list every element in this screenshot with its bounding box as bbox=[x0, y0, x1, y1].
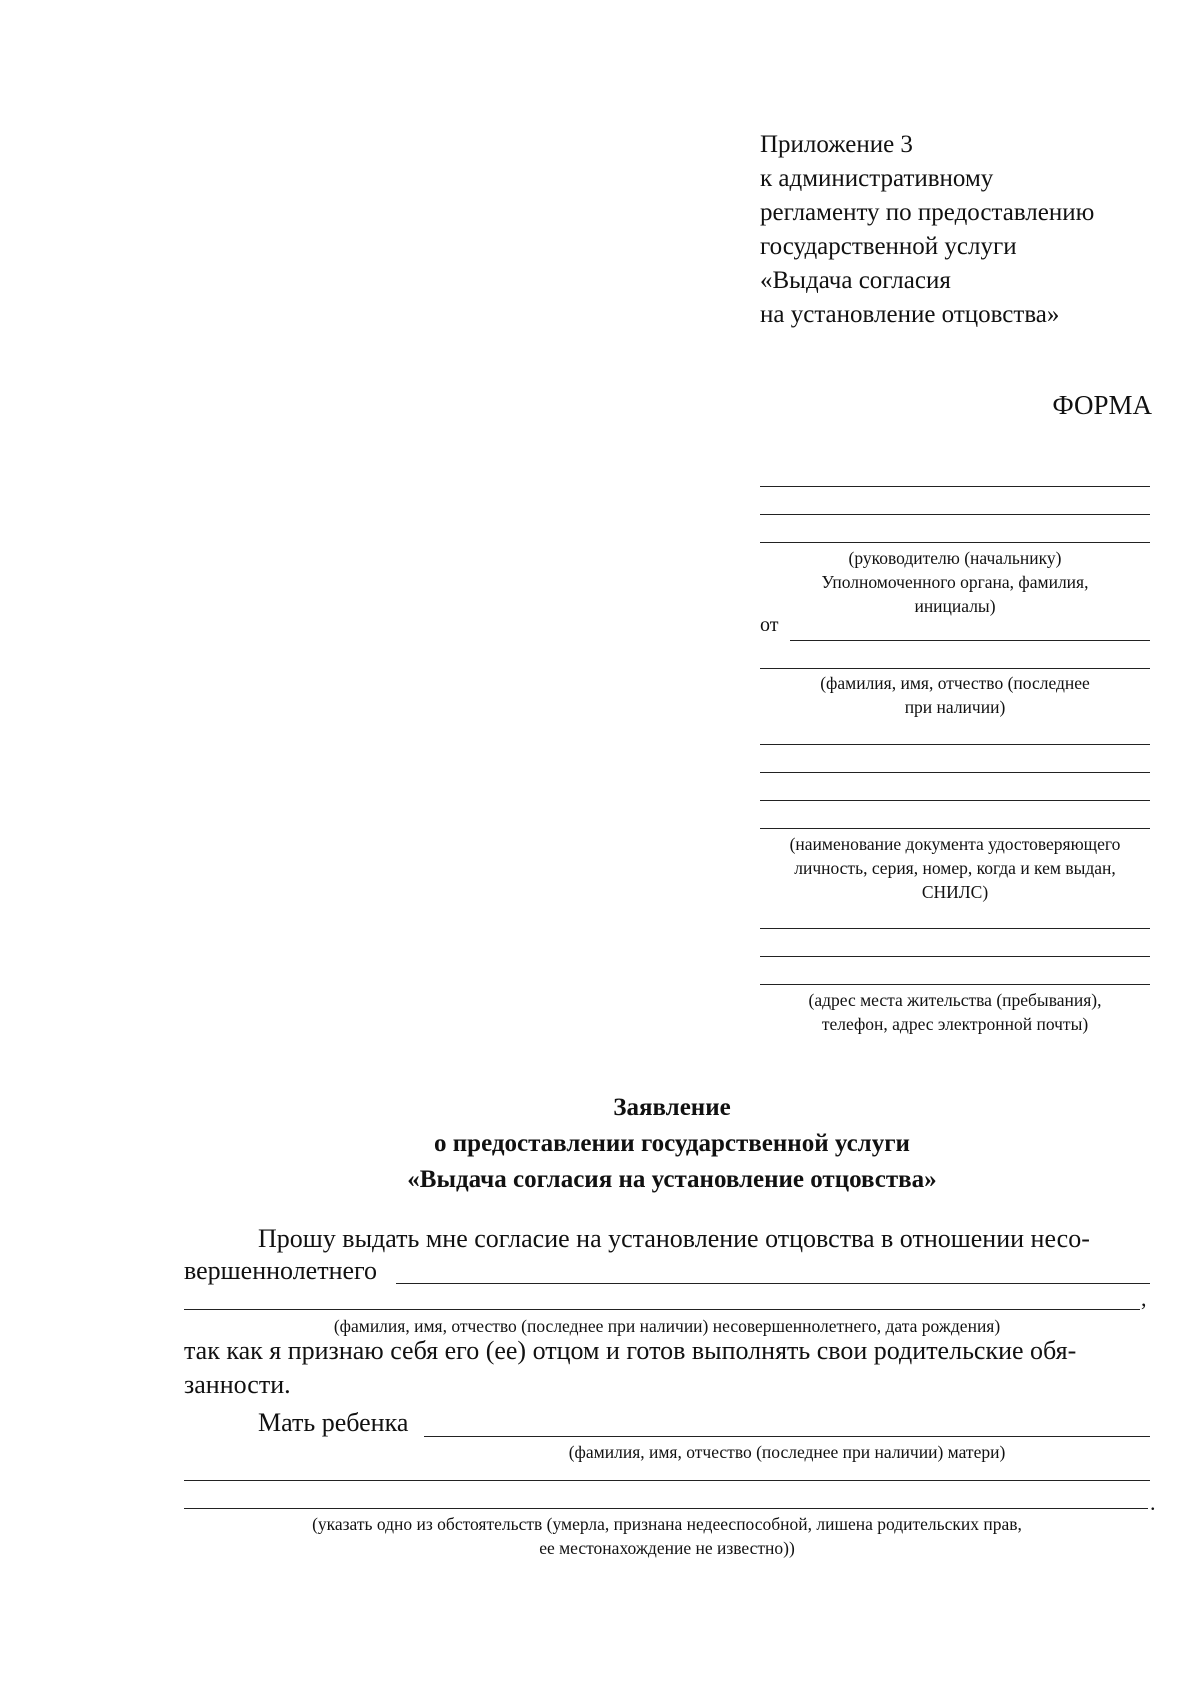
address-line-2[interactable] bbox=[760, 956, 1150, 957]
appendix-line: на установление отцовства» bbox=[760, 301, 1060, 328]
address-hint bbox=[760, 988, 1150, 1036]
hint-line: (указать одно из обстоятельств (умерла, признана недееспособной, лишена родительских прав, bbox=[312, 1514, 1022, 1534]
circumstance-hint bbox=[184, 1512, 1150, 1560]
title-line: «Выдача согласия на установление отцовства» bbox=[407, 1166, 937, 1193]
hint-line: личность, серия, номер, когда и кем выдан, bbox=[794, 858, 1116, 878]
appendix-line: государственной услуги bbox=[760, 233, 1017, 260]
applicant-from-line[interactable] bbox=[790, 640, 1150, 641]
document-line-1[interactable] bbox=[760, 744, 1150, 745]
from-label: от bbox=[760, 614, 779, 636]
statement-title bbox=[0, 1090, 1200, 1198]
appendix-line: Приложение 3 bbox=[760, 131, 913, 158]
mother-label: Мать ребенка bbox=[258, 1408, 409, 1437]
address-line-1[interactable] bbox=[760, 928, 1150, 929]
mother-name-line[interactable] bbox=[424, 1436, 1150, 1437]
hint-line: Уполномоченного органа, фамилия, bbox=[821, 572, 1089, 592]
document-line-3[interactable] bbox=[760, 800, 1150, 801]
document-line-2[interactable] bbox=[760, 772, 1150, 773]
applicant-name-hint bbox=[760, 671, 1150, 719]
circumstance-line-2[interactable] bbox=[184, 1508, 1148, 1509]
minor-hint bbox=[184, 1314, 1150, 1338]
appendix-line: регламенту по предоставлению bbox=[760, 199, 1095, 226]
document-hint bbox=[755, 832, 1155, 904]
recipient-line-1[interactable] bbox=[760, 486, 1150, 487]
minor-name-line-1[interactable] bbox=[396, 1283, 1150, 1284]
hint-line: (наименование документа удостоверяющего bbox=[789, 834, 1121, 854]
comma: , bbox=[1141, 1286, 1147, 1311]
hint-line: телефон, адрес электронной почты) bbox=[821, 1014, 1089, 1034]
request-text-line-1: Прошу выдать мне согласие на установление отцовства в отношении несо- bbox=[258, 1224, 1090, 1253]
document-line-4[interactable] bbox=[760, 828, 1150, 829]
hint-line: ее местонахождение не известно)) bbox=[539, 1538, 795, 1558]
hint-line: СНИЛС) bbox=[921, 882, 989, 902]
title-line: Заявление bbox=[613, 1094, 731, 1121]
hint-line: (адрес места жительства (пребывания), bbox=[808, 990, 1102, 1010]
recipient-hint bbox=[760, 546, 1150, 618]
address-line-3[interactable] bbox=[760, 984, 1150, 985]
circumstance-line-1[interactable] bbox=[184, 1480, 1150, 1481]
recipient-line-2[interactable] bbox=[760, 514, 1150, 515]
father-text-line-1: так как я признаю себя его (ее) отцом и готов выполнять свои родительские обя- bbox=[184, 1336, 1077, 1365]
appendix-line: «Выдача согласия bbox=[760, 267, 951, 294]
hint-line: (фамилия, имя, отчество (последнее при наличии) матери) bbox=[568, 1442, 1006, 1462]
appendix-header bbox=[760, 128, 1180, 332]
hint-line: при наличии) bbox=[904, 697, 1006, 717]
title-line: о предоставлении государственной услуги bbox=[434, 1130, 910, 1157]
hint-line: (руководителю (начальнику) bbox=[848, 548, 1062, 568]
hint-line: инициалы) bbox=[914, 596, 996, 616]
applicant-name-line[interactable] bbox=[760, 668, 1150, 669]
period: . bbox=[1150, 1490, 1156, 1515]
request-text-line-2: вершеннолетнего bbox=[184, 1256, 378, 1285]
minor-name-line-2[interactable] bbox=[184, 1309, 1140, 1310]
appendix-line: к административному bbox=[760, 165, 994, 192]
father-text-line-2: занности. bbox=[184, 1370, 291, 1399]
hint-line: (фамилия, имя, отчество (последнее bbox=[820, 673, 1090, 693]
hint-line: (фамилия, имя, отчество (последнее при наличии) несовершеннолетнего, дата рождения) bbox=[333, 1316, 1001, 1336]
recipient-line-3[interactable] bbox=[760, 542, 1150, 543]
mother-hint bbox=[424, 1440, 1150, 1464]
form-label: ФОРМА bbox=[1052, 390, 1152, 420]
